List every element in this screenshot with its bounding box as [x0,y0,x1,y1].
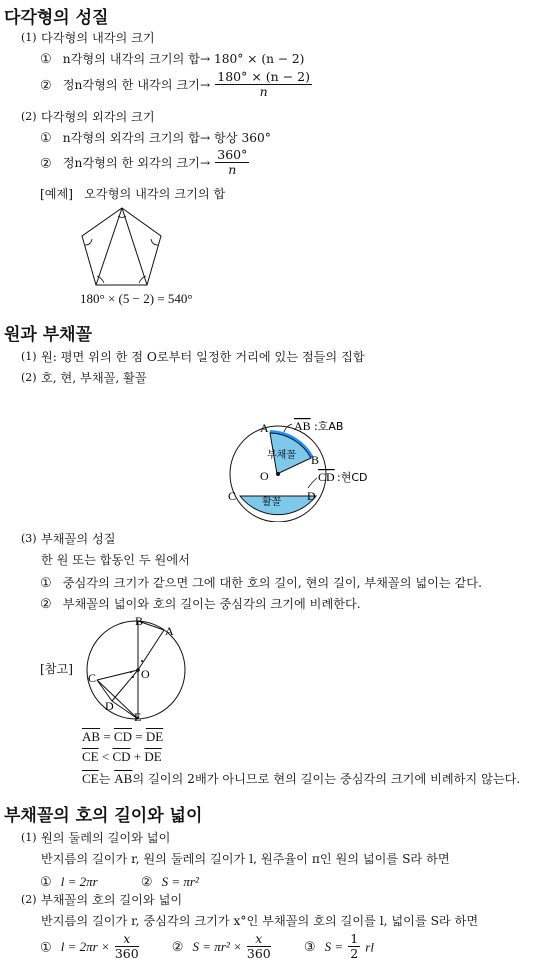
circle-number: ① [40,52,52,67]
formula-row: ① l = 2πr ② S = πr² [40,874,199,890]
item-text: 호, 현, 부채꼴, 활꼴 [41,371,147,385]
circle-number: ① [40,131,52,146]
item-number: (1) [21,350,37,363]
label-d: D [105,699,114,713]
label-b: B [135,614,144,628]
circle-number: ② [40,156,52,172]
list-item [40,148,249,178]
label-o: O [141,667,150,681]
formula-text: n각형의 외각의 크기의 합→ 항상 360° [62,131,271,145]
center-point [276,472,280,476]
item-description: 반지름의 길이가 r, 중심각의 크기가 x°인 부채꼴의 호의 길이를 l, 넓이를 S라 하면 [41,914,479,928]
item-intro: 한 원 또는 합동인 두 원에서 [41,553,190,567]
section-title-polygon: 다각형의 성질 [4,8,109,28]
angle-mark [85,239,92,245]
section-title-circle-sector: 원과 부채꼴 [4,325,93,345]
item-text: 원: 평면 위의 한 점 O로부터 일정한 거리에 있는 점들의 집합 [41,350,365,364]
label-c: C [88,671,97,685]
pointer-line [308,478,317,488]
pentagon-diagram [78,205,170,290]
list-item [40,48,304,67]
diagonal-line [96,208,122,285]
arc-name: AB [294,419,311,433]
chord-description: :현CD [337,471,368,484]
fraction: $\frac{1}{2}$ [350,931,359,962]
item-title: 다각형의 내각의 크기 [41,31,155,45]
note-label: [참고] [40,662,74,676]
circle-number: ② [40,78,52,94]
sector-label: 부채꼴 [267,450,296,461]
label-b: B [311,453,320,467]
sector-area-formula: S = πr² × [192,939,242,955]
equation-equal-chords: $\overline{AB} = \overline{CD} = \overline{DE}$ [82,729,164,744]
formula-text: 정n각형의 한 외각의 크기→ [62,156,211,171]
item-description: 반지름의 길이가 r, 원의 둘레의 길이가 l, 원주율이 π인 원의 넓이를 S라 하면 [41,852,450,866]
chord-line [97,680,112,701]
label-d: D [307,489,316,503]
example-line [40,183,225,202]
fraction [215,148,249,178]
item-number: (1) [21,831,37,844]
label-a: A [165,624,174,638]
item-number: (2) [21,371,37,384]
radius-line [138,630,164,670]
fraction: $\frac{x}{360}$ [246,931,271,962]
denominator: n [228,162,237,178]
section-title-arc-length-area: 부채꼴의 호의 길이와 넓이 [4,806,203,826]
item-number: (1) [21,31,37,44]
item-title: 다각형의 외각의 크기 [41,110,155,124]
example-text: 오각형의 내각의 크기의 합 [84,187,226,201]
numerator: 360° [217,147,248,162]
circle-number: ② [40,597,52,612]
angle-mark [130,671,132,673]
fraction: $\frac{x}{360}$ [114,931,139,962]
formula-text: n각형의 내각의 크기의 합→ 180° × (n − 2) [62,52,305,66]
example-label: [예제] [40,187,74,201]
numerator: 180° × (n − 2) [217,69,310,84]
label-o: O [260,469,269,483]
diagonal-line [122,208,147,285]
fraction [215,70,312,100]
circle-area-formula: S = πr² [161,874,199,889]
note-conclusion: $\overline{CE}$는 $\overline{AB}$의 길이의 2배가 아니므로 현의 길이는 중심각의 크기에 비례하지 않는다. [82,771,521,786]
arc-chord-diagram [222,412,382,522]
label-e: E [134,710,142,724]
pentagon-shape [82,208,161,285]
list-item [40,127,271,146]
chord-name: CD [318,470,335,484]
sector-area-rl-formula: S = [324,939,344,955]
item-number: (3) [21,532,37,545]
formula-row: ① l = 2πr × $\frac{x}{360}$ ② S = πr² × $\frac{x}{360}$ ③ S = $\frac{1}{2}$ rl [40,931,374,962]
label-c: C [228,489,237,503]
radius-line [112,670,138,701]
angle-mark [151,239,158,245]
angle-mark [132,676,134,678]
angle-mark [141,660,143,662]
circle-number: ① [40,576,52,591]
arc-length-formula: l = 2πr × [60,939,110,955]
label-a: A [260,421,269,435]
chord-comparison-diagram [85,612,195,724]
example-formula: 180° × (5 − 2) = 540° [80,291,193,306]
property-text: 중심각의 크기가 같으면 그에 대한 호의 길이, 현의 길이, 부채꼴의 넓이는 같다. [62,576,482,590]
denominator: n [259,84,268,100]
chord-line [97,680,138,719]
item-number: (2) [21,110,37,123]
formula-text: 정n각형의 한 내각의 크기→ [62,78,211,93]
item-title: 부채꼴의 호의 길이와 넓이 [41,893,183,907]
inequality-chords: $\overline{CE} < \overline{CD} + \overline{DE}$ [82,749,162,764]
arc-description: :호AB [314,420,344,433]
property-text: 부채꼴의 넓이와 호의 길이는 중심각의 크기에 비례한다. [62,597,361,611]
item-title: 원의 둘레의 길이와 넓이 [41,831,171,845]
circumference-formula: l = 2πr [60,874,98,889]
segment-label: 활꼴 [262,497,282,508]
list-item [40,572,482,591]
list-item [40,593,361,612]
item-number: (2) [21,893,37,906]
list-item [40,70,312,100]
center-point [136,668,140,672]
item-title: 부채꼴의 성질 [41,532,116,546]
